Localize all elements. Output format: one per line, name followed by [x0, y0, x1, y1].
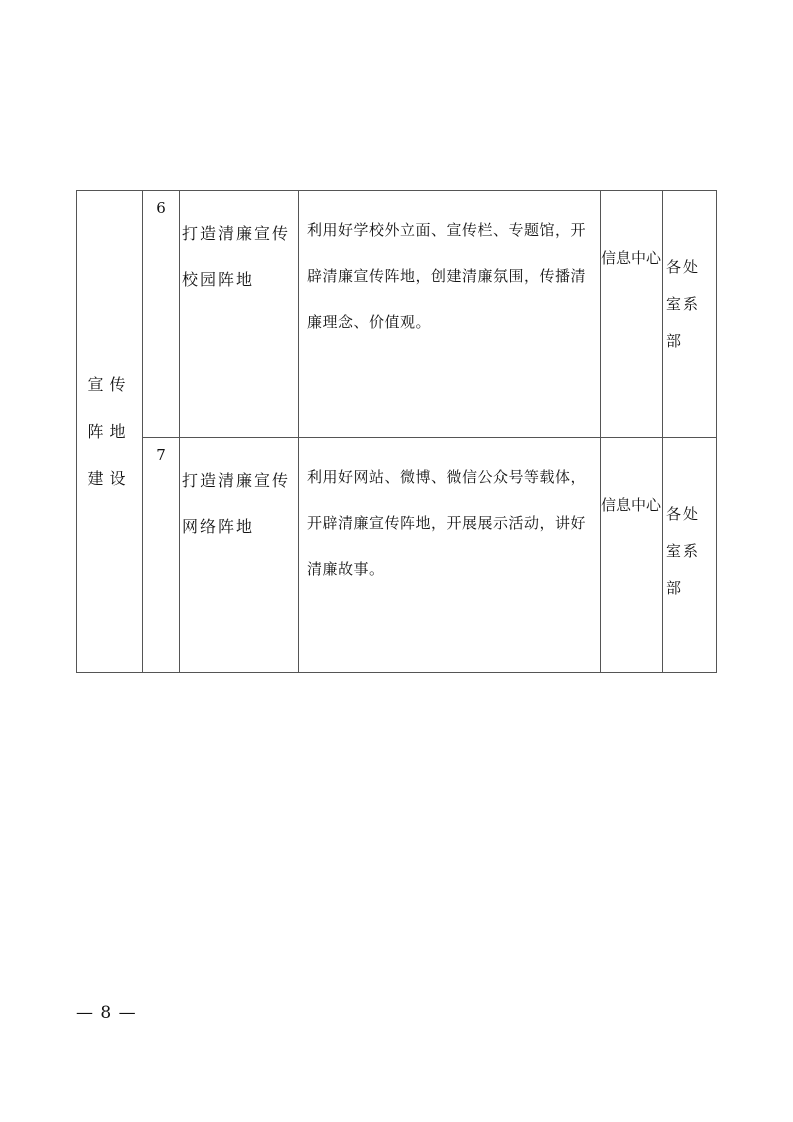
row-number: 6 [143, 191, 180, 438]
category-line: 建设 [87, 469, 132, 488]
task-name: 打造清廉宣传校园阵地 [180, 191, 299, 438]
category-cell [77, 191, 143, 673]
task-name: 打造清廉宣传网络阵地 [180, 438, 299, 673]
lead-department: 信息中心 [601, 438, 663, 673]
responsible-department: 各处室系部 [663, 191, 717, 438]
responsible-department: 各处室系部 [663, 438, 717, 673]
task-table [76, 190, 717, 673]
task-description: 利用好网站、微博、微信公众号等载体，开辟清廉宣传阵地，开展展示活动，讲好清廉故事。 [299, 438, 601, 673]
category-line: 阵地 [87, 422, 132, 441]
lead-department: 信息中心 [601, 191, 663, 438]
page-number: — 8 — [76, 1003, 137, 1023]
task-description: 利用好学校外立面、宣传栏、专题馆，开辟清廉宣传阵地，创建清廉氛围，传播清廉理念、价值观。 [299, 191, 601, 438]
table-row [77, 191, 717, 438]
table-row [77, 438, 717, 673]
row-number: 7 [143, 438, 180, 673]
category-line: 宣传 [87, 375, 132, 394]
